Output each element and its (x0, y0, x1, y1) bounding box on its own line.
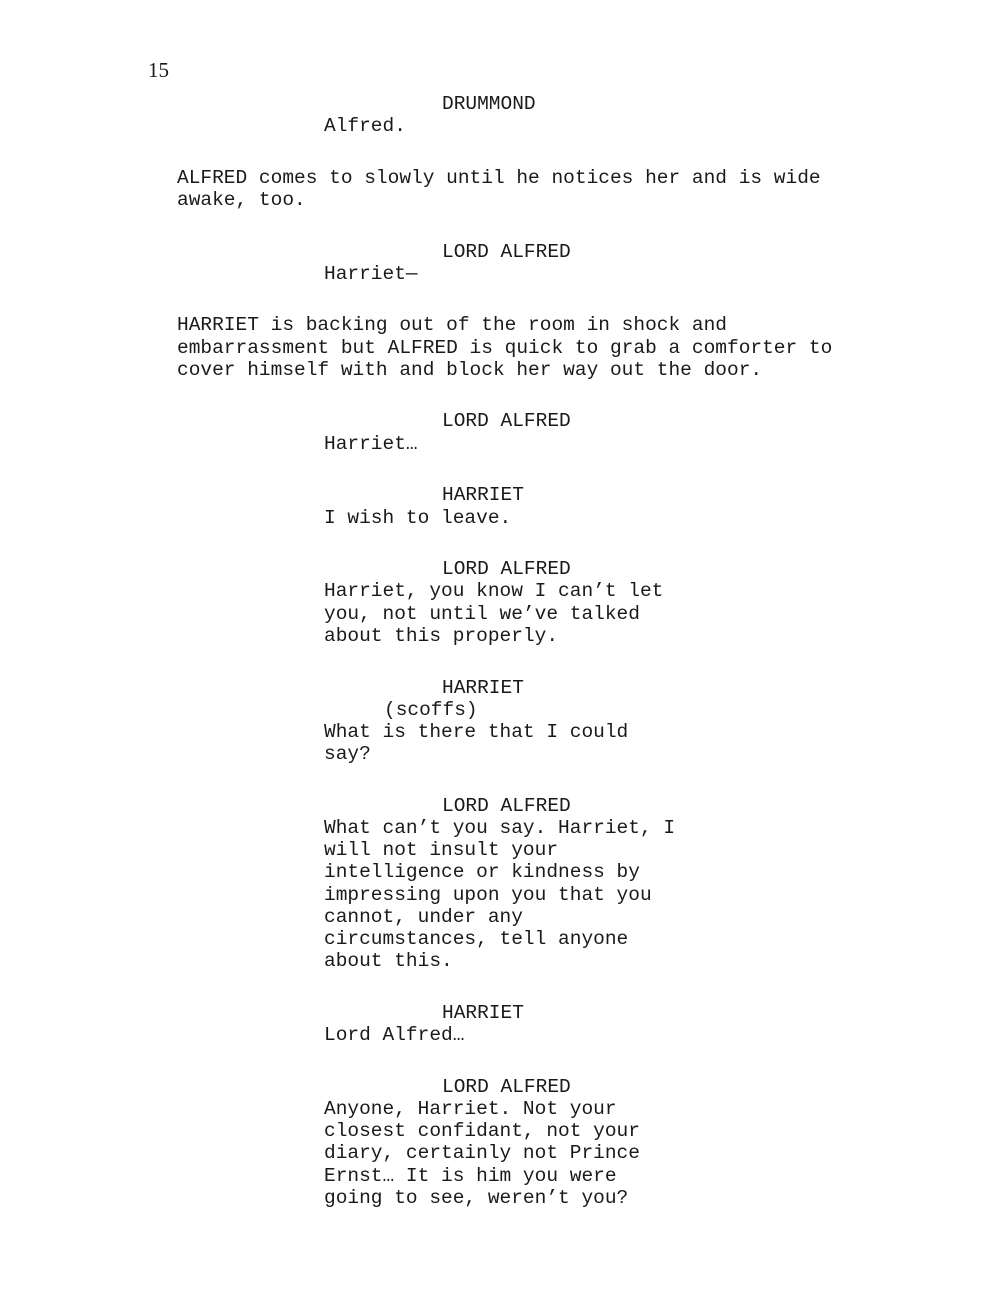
dialogue-line: I wish to leave. (324, 507, 512, 529)
dialogue-line: intelligence or kindness by (324, 861, 640, 883)
dialogue-line: about this properly. (324, 625, 559, 647)
character-cue: DRUMMOND (442, 93, 536, 115)
dialogue-line: closest confidant, not your (324, 1120, 640, 1142)
dialogue-line: Lord Alfred… (324, 1024, 465, 1046)
action-line: awake, too. (177, 189, 306, 211)
dialogue-line: diary, certainly not Prince (324, 1142, 640, 1164)
character-cue: HARRIET (442, 484, 524, 506)
action-line: embarrassment but ALFRED is quick to grab a comforter to (177, 337, 833, 359)
character-cue: LORD ALFRED (442, 410, 571, 432)
dialogue-line: Harriet… (324, 433, 418, 455)
dialogue-line: Alfred. (324, 115, 406, 137)
dialogue-line: Harriet— (324, 263, 418, 285)
dialogue-line: about this. (324, 950, 453, 972)
dialogue-line: circumstances, tell anyone (324, 928, 629, 950)
action-line: cover himself with and block her way out the door. (177, 359, 763, 381)
dialogue-line: impressing upon you that you (324, 884, 652, 906)
character-cue: LORD ALFRED (442, 558, 571, 580)
dialogue-line: cannot, under any (324, 906, 523, 928)
dialogue-line: What can’t you say. Harriet, I (324, 817, 676, 839)
dialogue-line: you, not until we’ve talked (324, 603, 640, 625)
character-cue: LORD ALFRED (442, 795, 571, 817)
page-number: 15 (148, 58, 169, 82)
dialogue-line: going to see, weren’t you? (324, 1187, 629, 1209)
dialogue-line: What is there that I could (324, 721, 629, 743)
character-cue: HARRIET (442, 677, 524, 699)
dialogue-line: say? (324, 743, 371, 765)
parenthetical: (scoffs) (384, 699, 478, 721)
dialogue-line: Harriet, you know I can’t let (324, 580, 664, 602)
dialogue-line: Ernst… It is him you were (324, 1165, 617, 1187)
dialogue-line: Anyone, Harriet. Not your (324, 1098, 617, 1120)
action-line: HARRIET is backing out of the room in shock and (177, 314, 727, 336)
character-cue: LORD ALFRED (442, 1076, 571, 1098)
character-cue: HARRIET (442, 1002, 524, 1024)
dialogue-line: will not insult your (324, 839, 559, 861)
action-line: ALFRED comes to slowly until he notices her and is wide (177, 167, 821, 189)
character-cue: LORD ALFRED (442, 241, 571, 263)
